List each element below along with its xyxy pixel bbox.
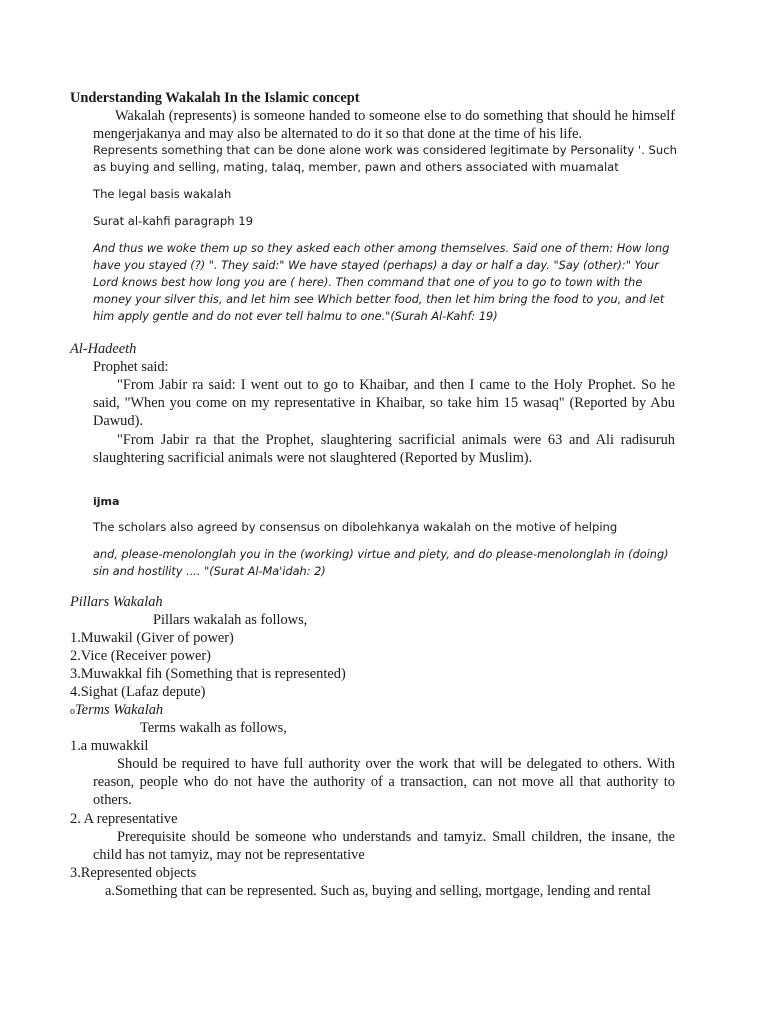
term-label: 2. A representative — [70, 811, 178, 827]
hadeeth-heading: Al-Hadeeth — [70, 341, 137, 357]
pillar-item: 4.Sighat (Lafaz depute) — [70, 684, 206, 700]
hadeeth-2: "From Jabir ra that the Prophet, slaughtering sacrificial animals were 63 and Ali radisuruh slaughtering sacrificial animals were not slaughtered (Reported by Muslim). — [93, 432, 675, 466]
term-text: Prerequisite should be someone who understands and tamyiz. Small children, the insane, the child has not tamyiz, may not be representative — [93, 829, 675, 863]
terms-intro: Terms wakalh as follows, — [140, 720, 287, 736]
document-title: Understanding Wakalah In the Islamic concept — [70, 90, 360, 106]
term-label: 3.Represented objects — [70, 865, 197, 881]
prophet-said: Prophet said: — [93, 359, 169, 375]
maidah-quote: and, please-menolonglah you in the (working) virtue and piety, and do please-menolonglah in (doing) sin and hostility .... "(Surat Al-Ma'idah: 2) — [93, 548, 669, 578]
term-text: Should be required to have full authority over the work that will be delegated to others. With reason, people who do not have the authority of a transaction, can not move all that authority to others. — [93, 756, 675, 808]
kahfi-quote: And thus we woke them up so they asked each other among themselves. Said one of them: How long have you stayed (?) ". They said:" We have stayed (perhaps) a day or half a day. "Say (other):" Your Lord knows best how long you are ( here). Then command that one of you to go to town with the money your silver this, and let him see Which better food, then let him bring the food to you, and let him apply gentle and do not ever tell halmu to one."(Surah Al-Kahf: 19) — [93, 242, 670, 323]
pillars-heading: Pillars Wakalah — [70, 594, 163, 610]
ijma-text: The scholars also agreed by consensus on dibolehkanya wakalah on the motive of helping — [93, 520, 618, 534]
intro-sans-paragraph: Represents something that can be done alone work was considered legitimate by Personality '. Such as buying and selling, mating, talaq, member, pawn and others associated with muamalat — [93, 143, 677, 174]
surat-heading: Surat al-kahfi paragraph 19 — [93, 214, 253, 228]
pillars-intro: Pillars wakalah as follows, — [153, 612, 308, 628]
pillar-item: 2.Vice (Receiver power) — [70, 648, 211, 664]
terms-heading: Terms Wakalah — [75, 702, 164, 718]
term-text: a.Something that can be represented. Such as, buying and selling, mortgage, lending and rental — [105, 883, 651, 899]
legal-basis-heading: The legal basis wakalah — [93, 187, 232, 201]
terms-heading-line — [70, 701, 163, 721]
bullet-glyph: o — [70, 706, 75, 717]
intro-paragraph: Wakalah (represents) is someone handed to someone else to do something that should he himself mengerjakanya and may also be alternated to do it so that done at the time of his life. — [93, 108, 675, 142]
term-label: 1.a muwakkil — [70, 738, 149, 754]
ijma-heading: ijma — [93, 495, 120, 508]
pillar-item: 3.Muwakkal fih (Something that is represented) — [70, 666, 346, 682]
pillar-item: 1.Muwakil (Giver of power) — [70, 630, 234, 646]
hadeeth-1: "From Jabir ra said: I went out to go to Khaibar, and then I came to the Holy Prophet. So he said, "When you come on my representative in Khaibar, so take him 15 wasaq" (Reported by Abu Dawud). — [93, 377, 675, 429]
